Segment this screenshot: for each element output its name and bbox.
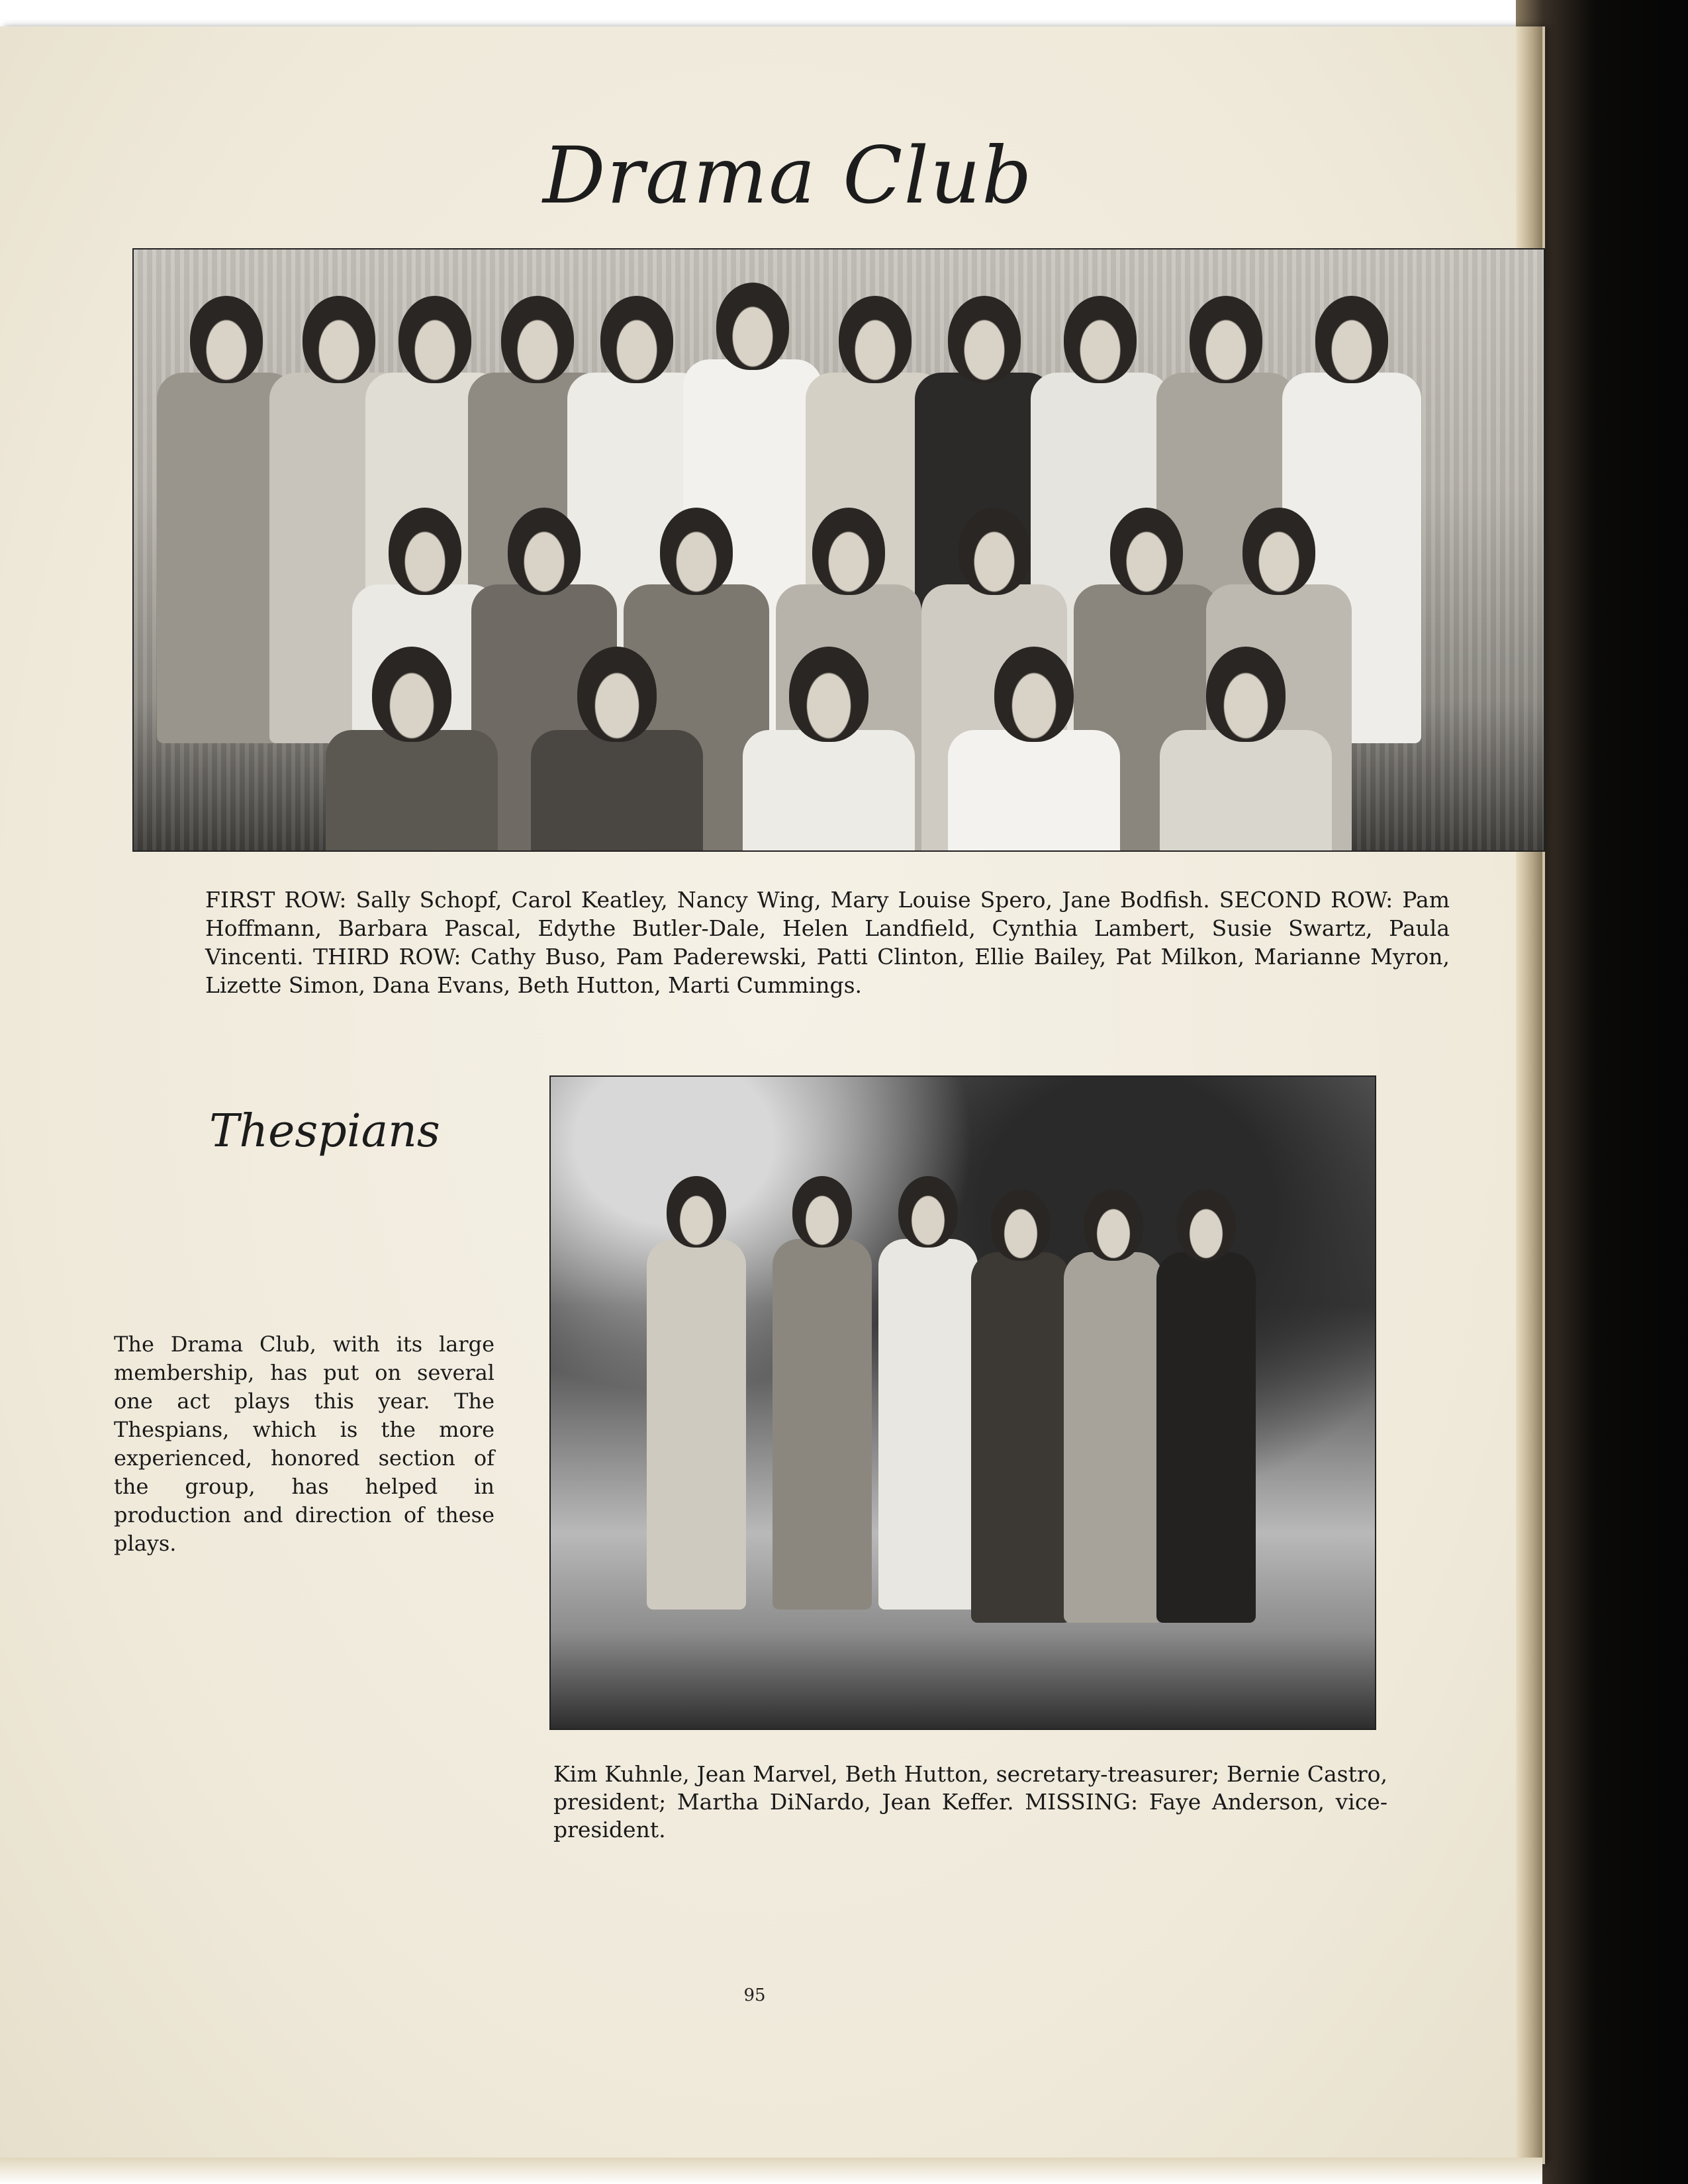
drama-club-group-photo <box>132 248 1545 852</box>
club-description: The Drama Club, with its large membership, has put on several one act plays this year. The Thespians, which is the more experienced, honored section of the group, has helped in production and direction of these plays. <box>114 1332 494 1556</box>
page-bottom-edge <box>0 2158 1542 2184</box>
thespians-group-photo <box>549 1075 1376 1730</box>
drama-club-caption: FIRST ROW: Sally Schopf, Carol Keatley, Nancy Wing, Mary Louise Spero, Jane Bodfish. SECOND ROW: Pam Hoffmann, Barbara Pascal, Edythe Butler-Dale, Helen Landfield, Cynthia Lambert, Susie Swartz, Paula Vincenti. THIRD ROW: Cathy Buso, Pam Paderewski, Patti Clinton, Ellie Bailey, Pat Milkon, Marianne Myron, Lizette Simon, Dana Evans, Beth Hutton, Marti Cummings. <box>205 887 1450 998</box>
thespians-heading: Thespians <box>209 1105 440 1158</box>
page-title: Drama Club <box>543 130 1033 221</box>
thespians-caption: Kim Kuhnle, Jean Marvel, Beth Hutton, secretary-treasurer; Bernie Castro, president; Martha DiNardo, Jean Keffer. MISSING: Faye Anderson, vice-president. <box>553 1761 1387 1843</box>
page-number: 95 <box>743 1985 766 2005</box>
